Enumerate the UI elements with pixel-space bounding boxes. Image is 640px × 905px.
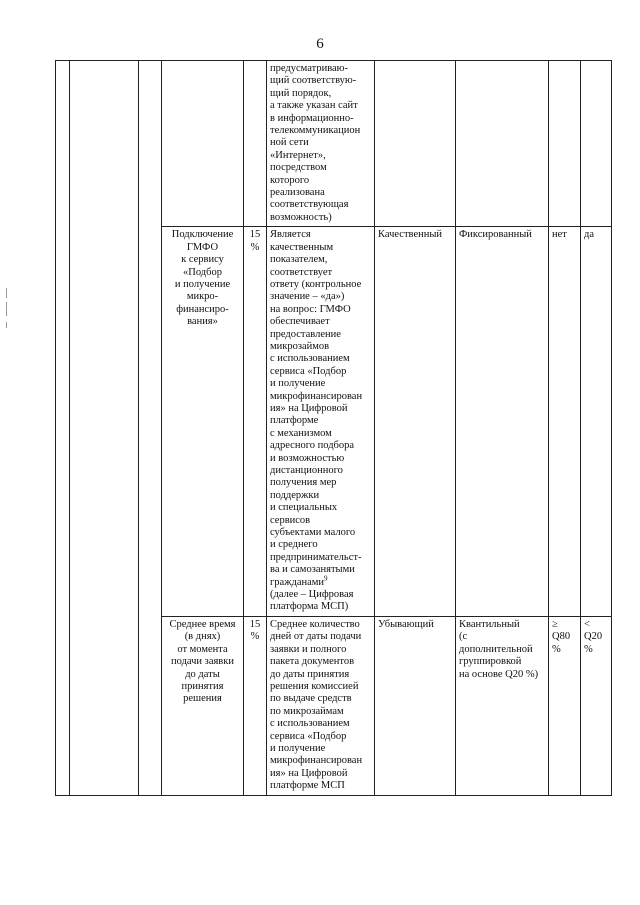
method-cell — [456, 61, 549, 227]
description-cell — [267, 61, 375, 227]
indicator-cell — [162, 61, 244, 227]
col-empty-3 — [139, 61, 162, 796]
footnote-marker: 9 — [324, 574, 328, 583]
high-value-cell — [581, 61, 612, 227]
type-cell: Качественный — [375, 227, 456, 617]
indicator-cell: Подключение ГМФО к сервису «Подбор и получение микро- финансиро- вания» — [162, 227, 244, 617]
type-cell: Убывающий — [375, 616, 456, 795]
description-text-tail: (далее – Цифровая платформа МСП) — [270, 589, 354, 613]
criteria-table — [55, 60, 612, 796]
table-row-continuation — [56, 61, 612, 227]
col-empty-1 — [56, 61, 70, 796]
low-value-cell: нет — [549, 227, 581, 617]
weight-cell: 15 % — [244, 227, 267, 617]
punch-mark — [6, 288, 7, 298]
low-value-cell: ≥ Q80 % — [549, 616, 581, 795]
description-text: предусматриваю- щий соответствую- щий порядок, а также указан сайт в информационно- телекоммуникацион ной сети «Интернет», посредством которого реализована соответствующая возможность) — [270, 63, 361, 223]
weight-cell: 15 % — [244, 616, 267, 795]
low-value-cell — [549, 61, 581, 227]
indicator-cell: Среднее время (в днях) от момента подачи заявки до даты принятия решения — [162, 616, 244, 795]
page-number: 6 — [316, 36, 324, 52]
weight-cell — [244, 61, 267, 227]
description-cell — [267, 227, 375, 617]
high-value-cell: < Q20 % — [581, 616, 612, 795]
description-text: Среднее количество дней от даты подачи заявки и полного пакета документов до даты принятия решения комиссией по выдаче средств по микрозаймам с использованием сервиса «Подбор и получение микрофинансирован ия» на Цифровой платформе МСП — [270, 618, 363, 792]
punch-mark — [6, 302, 7, 316]
method-cell: Фиксированный — [456, 227, 549, 617]
col-empty-2 — [70, 61, 139, 796]
high-value-cell: да — [581, 227, 612, 617]
method-cell: Квантильный (с дополнительной группировкой на основе Q20 %) — [456, 616, 549, 795]
type-cell — [375, 61, 456, 227]
description-text: Является качественным показателем, соответствует ответу (контрольное значение – «да») на вопрос: ГМФО обеспечивает предоставление микрозаймов с использованием сервиса «Подбор и получение микрофинансирован ия» на Цифровой платформе с механизмом адресного подбора и возможностью дистанционного получения мер поддержки и специальных сервисов субъектами малого и среднего предпринимательст- ва и самозанятыми гражданами — [270, 229, 363, 588]
description-cell — [267, 616, 375, 795]
punch-mark — [6, 322, 7, 328]
